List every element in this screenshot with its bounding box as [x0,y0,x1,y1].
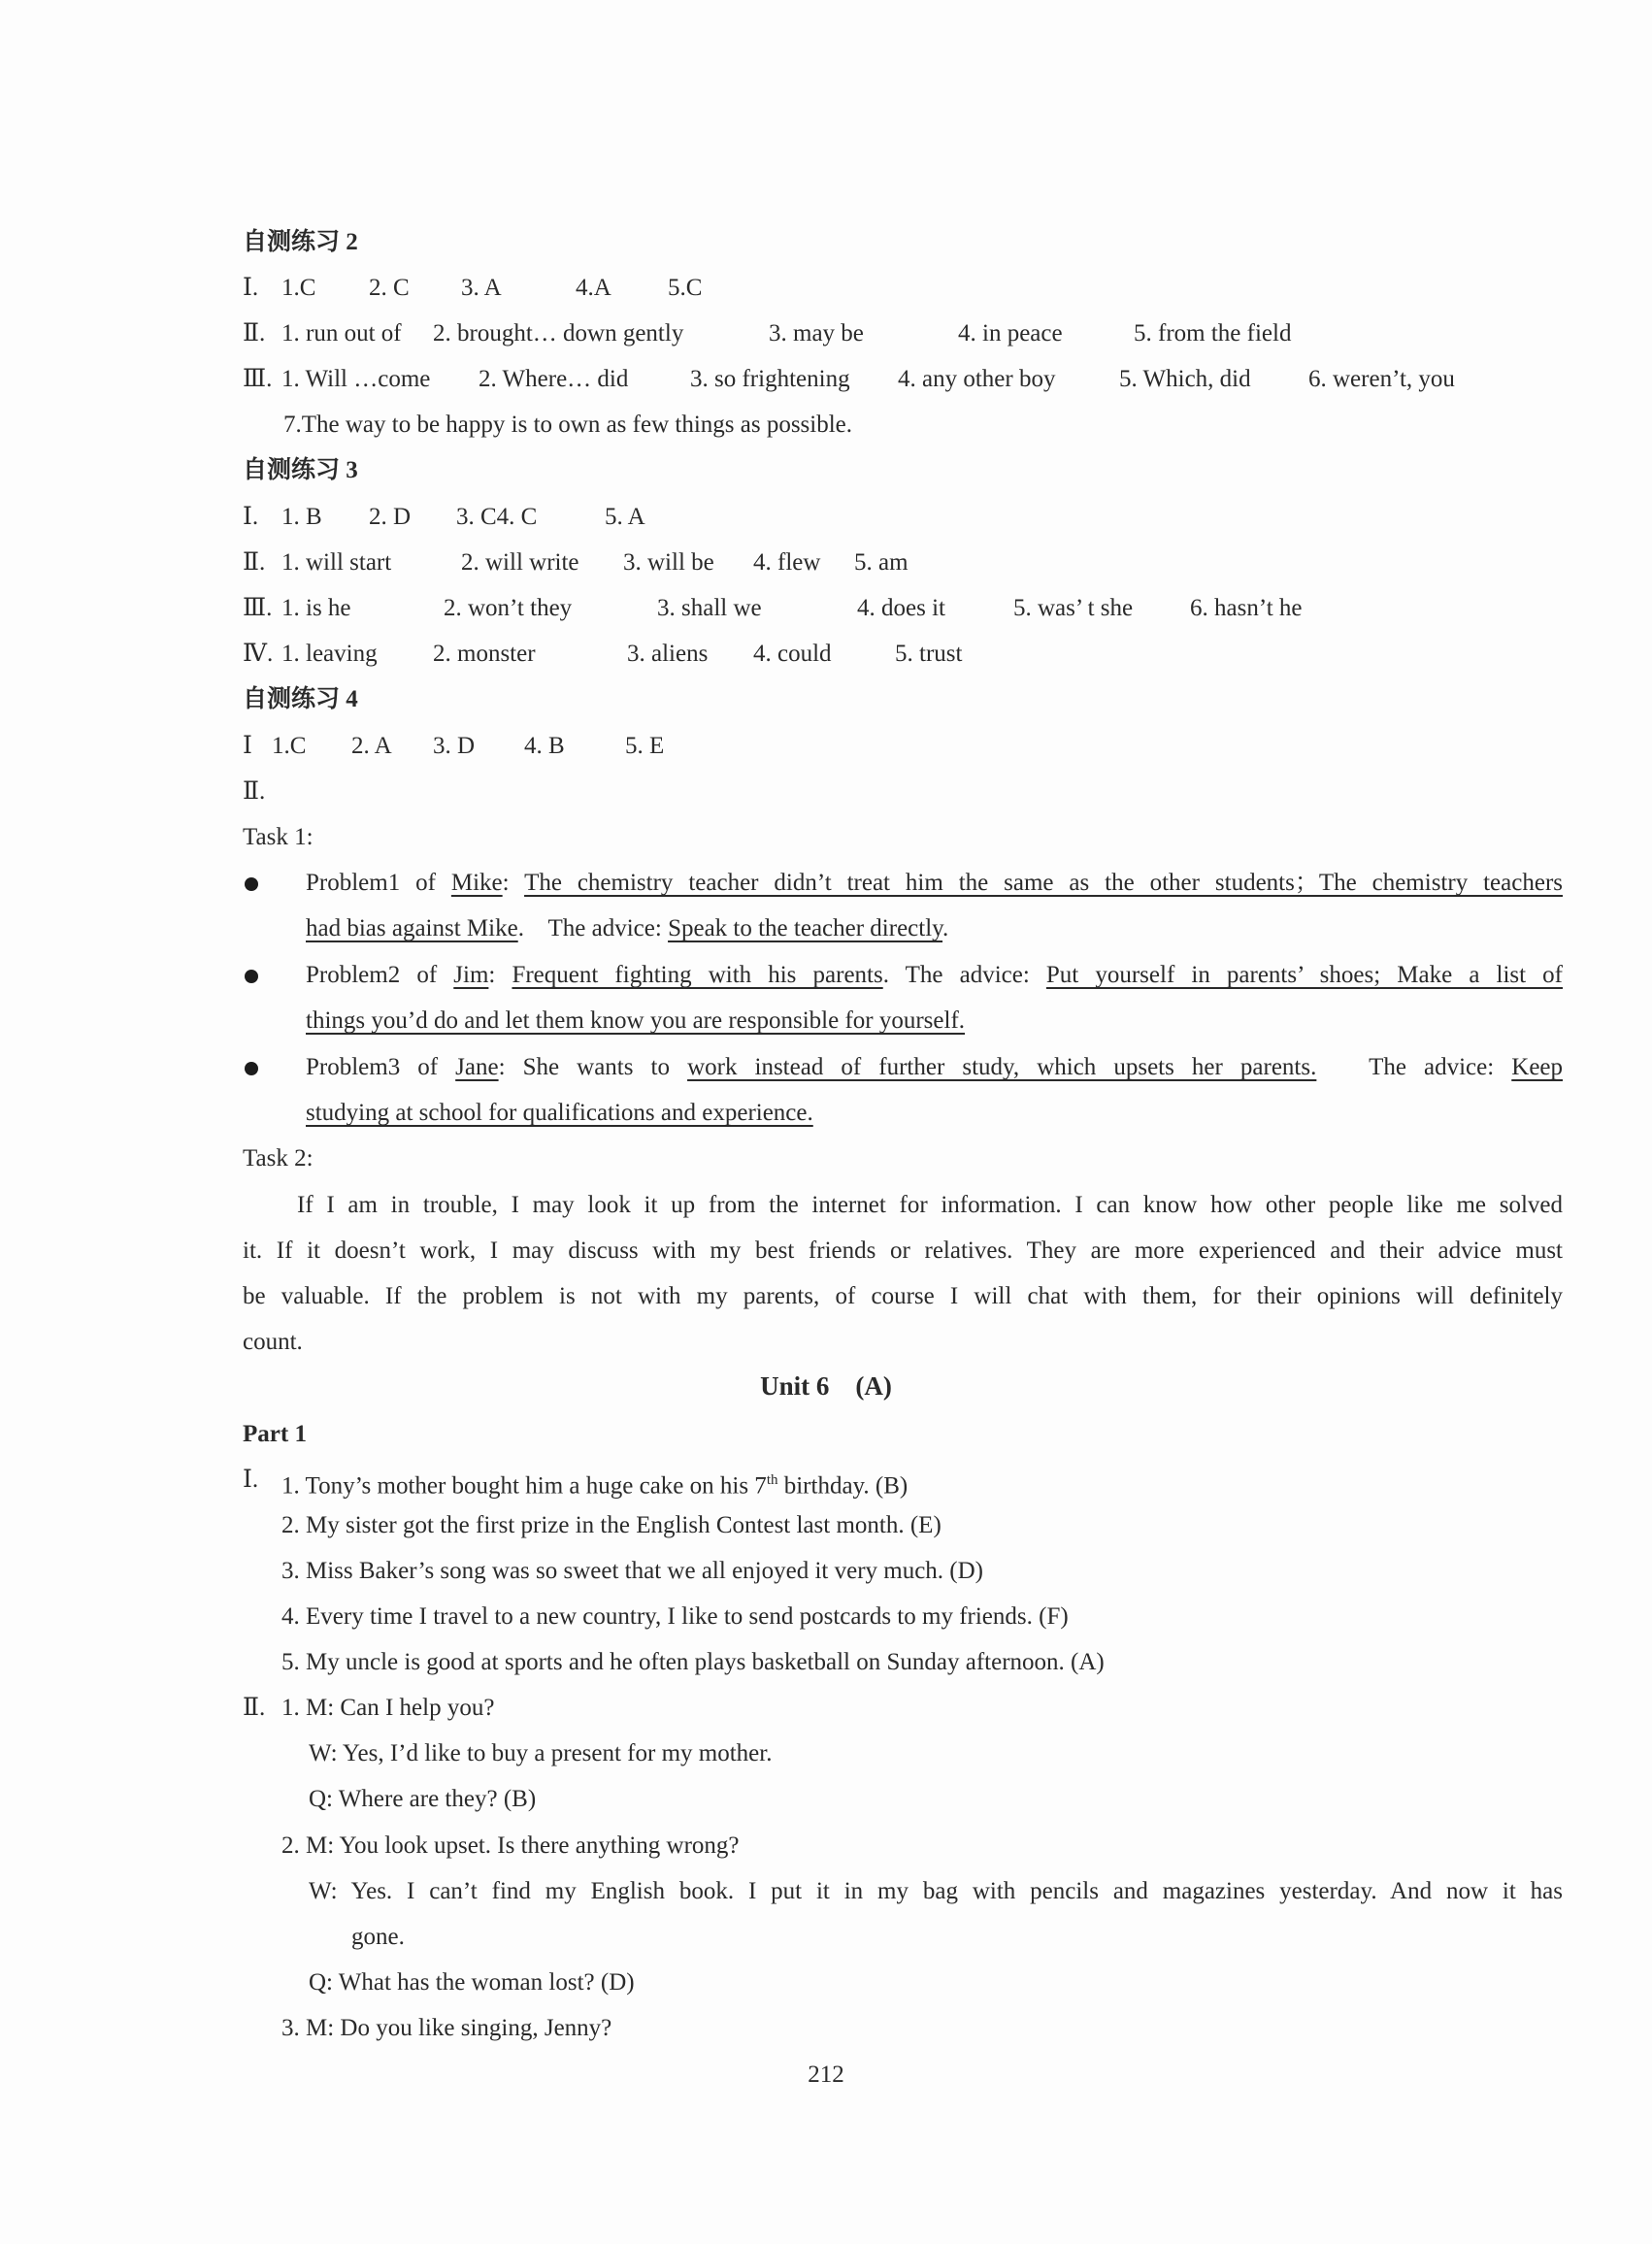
bullet-icon [245,1062,258,1075]
answer-item: 3. shall we [657,595,762,621]
task2-label: Task 2: [243,1145,314,1172]
roman-numeral: Ⅱ. [243,778,266,805]
answer-item: 2. Where… did [479,366,629,392]
dialogue-line: 1. M: Can I help you? [281,1695,495,1721]
roman-numeral: Ⅱ. [243,320,266,346]
answer-item: 3. C4. C [456,504,538,530]
unit-title: Unit 6 (A) [760,1371,892,1401]
answer-item: 3. aliens [627,641,709,667]
answer-item: 1.C [281,275,316,301]
listening-item: 1. Tony’s mother bought him a huge cake on his 7th birthday. (B) [281,1472,909,1500]
section-title-test-4: 自测练习 4 [243,686,358,712]
answer-item: 1. is he [281,595,351,621]
section-title-test-3: 自测练习 3 [243,457,358,483]
answer-item: 3. D [433,733,476,759]
section-title-test-2: 自测练习 2 [243,229,358,255]
answer-item: 5. E [625,733,665,759]
roman-numeral: Ⅰ [243,733,252,759]
answer-item: 4. does it [857,595,945,621]
bullet-1-line-2: had bias against Mike. The advice: Speak to the teacher directly. [306,915,949,941]
answer-item: 6. hasn’t he [1190,595,1303,621]
answer-item: 3. A [461,275,502,301]
listening-item: 2. My sister got the first prize in the English Contest last month. (E) [281,1512,942,1538]
answer-item: 2. brought… down gently [433,320,684,346]
answer-item: 4.A [576,275,611,301]
answer-item: 2. will write [461,549,579,576]
bullet-icon [245,970,258,983]
answer-item: 1. will start [281,549,392,576]
dialogue-line: Q: Where are they? (B) [309,1786,537,1812]
task2-line: If I am in trouble, I may look it up from the internet for information. I can know how other people like me solved [297,1192,1563,1218]
roman-numeral: Ⅱ. [243,549,266,576]
task2-line: count. [243,1329,303,1355]
listening-item: 4. Every time I travel to a new country, I like to send postcards to my friends. (F) [281,1603,1069,1630]
dialogue-line: W: Yes. I can’t find my English book. I put it in my bag with pencils and magazines yesterday. And now it has [309,1878,1563,1904]
answer-item: 5. was’ t she [1013,595,1134,621]
answer-item: 2. won’t they [444,595,573,621]
answer-item: 2. A [351,733,392,759]
answer-item: 4. could [753,641,832,667]
dialogue-line: 2. M: You look upset. Is there anything wrong? [281,1832,740,1859]
answer-item: 4. B [524,733,565,759]
answer-item: 1. B [281,504,322,530]
roman-numeral: Ⅱ. [243,1695,266,1721]
roman-numeral: Ⅳ. [243,641,274,667]
answer-item: 3. so frightening [690,366,850,392]
answer-item: 1. run out of [281,320,402,346]
answer-item: 4. flew [753,549,821,576]
bullet-3-line-2: studying at school for qualifications and experience. [306,1100,813,1126]
answer-item: 2. monster [433,641,536,667]
answer-item: 2. D [369,504,412,530]
dialogue-line: gone. [351,1924,405,1950]
roman-numeral: Ⅰ. [243,1467,259,1493]
answer-item: 1. leaving [281,641,378,667]
answer-item: 2. C [369,275,410,301]
answer-item: 5. A [605,504,645,530]
answer-item: 3. may be [769,320,864,346]
answer-item: 5.C [668,275,703,301]
roman-numeral: Ⅲ. [243,366,273,392]
answer-item: 4. in peace [958,320,1063,346]
answer-item: 5. am [854,549,909,576]
answer-item: 3. will be [623,549,714,576]
dialogue-line: Q: What has the woman lost? (D) [309,1969,635,1996]
bullet-3-line-1: Problem3 of Jane: She wants to work instead of further study, which upsets her parents. The advice: Keep [306,1054,1564,1080]
answer-item: 1. Will …come [281,366,431,392]
listening-item: 3. Miss Baker’s song was so sweet that we all enjoyed it very much. (D) [281,1558,984,1584]
answer-item: 6. weren’t, you [1308,366,1455,392]
answer-item: 1.C [272,733,307,759]
task2-line: be valuable. If the problem is not with my parents, of course I will chat with them, for their opinions will definitely [243,1283,1563,1309]
listening-item: 5. My uncle is good at sports and he often plays basketball on Sunday afternoon. (A) [281,1649,1105,1675]
dialogue-line: W: Yes, I’d like to buy a present for my mother. [309,1740,773,1766]
task1-label: Task 1: [243,824,314,850]
answer-row-test2-3b: 7.The way to be happy is to own as few things as possible. [283,412,853,438]
page-number: 212 [808,2062,844,2088]
roman-numeral: Ⅲ. [243,595,273,621]
task2-line: it. If it doesn’t work, I may discuss with my best friends or relatives. They are more experienced and their advice must [243,1238,1563,1264]
part-title: Part 1 [243,1421,307,1447]
roman-numeral: Ⅰ. [243,275,259,301]
bullet-icon [245,877,258,891]
bullet-1-line-1: Problem1 of Mike: The chemistry teacher didn’t treat him the same as the other students；The chemistry teachers [306,870,1563,896]
answer-item: 5. trust [895,641,963,667]
answer-item: 5. from the field [1134,320,1292,346]
roman-numeral: Ⅰ. [243,504,259,530]
bullet-2-line-1: Problem2 of Jim: Frequent fighting with his parents. The advice: Put yourself in parents’ shoes; Make a list of [306,962,1564,988]
answer-item: 4. any other boy [898,366,1056,392]
bullet-2-line-2: things you’d do and let them know you are responsible for yourself. [306,1007,966,1034]
answer-item: 5. Which, did [1119,366,1251,392]
dialogue-line: 3. M: Do you like singing, Jenny? [281,2015,612,2041]
